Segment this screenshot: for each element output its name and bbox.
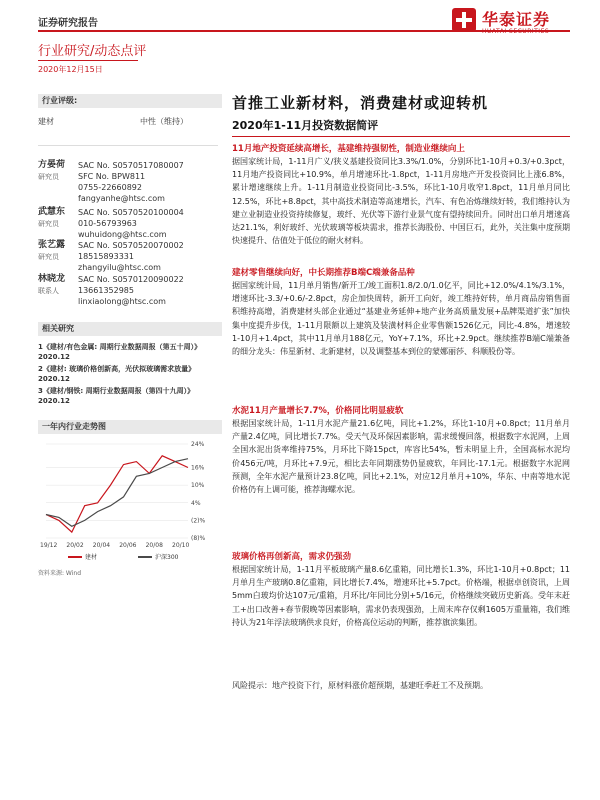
section-body: 据国家统计局，1-11月广义/狭义基建投资同比3.3%/1.0%，分别环比1-10月+0.3/+0.3pct，11月地产投资同比+10.9%，单月增速环比-1.8pct，1-11月房地产开发投资同比上涨6.8%，累计增速继续上升。1-11月制造业投资同比-3.5%，环比1-10月收窄1.8pct，11月单月同比12.5%，环比+8.8pct，其中高技术制造等高速增长，汽车、有色冶炼继续好转，我们维持认为建立业制造业投资持续修复，玻纤、光伏等下游行业景气度有望持续回升。同时出口单月增速高达21.1%，利好玻纤、光伏玻璃等板块需求，推荐长海股份、中国巨石，此外，关注集中度预期快速提升、估值处于低位的耐火材料。: [232, 157, 570, 246]
analyst-card: [38, 207, 218, 243]
x-tick-label: 20/04: [92, 542, 111, 549]
y-tick-label: 10%: [191, 482, 205, 490]
industry-trend-chart: [38, 438, 218, 563]
analyst-phone: 13661352985: [78, 286, 134, 295]
page-title: 首推工业新材料，消费建材或迎转机: [232, 94, 489, 112]
y-tick-label: 24%: [191, 441, 205, 448]
analyst-sac: SAC No. S0570120090022: [78, 275, 184, 284]
analyst-name: 林晓龙: [38, 274, 66, 284]
analyst-card: [38, 160, 218, 208]
analyst-name: 张艺露: [38, 240, 66, 250]
analyst-sac: SAC No. S0570520100004: [78, 208, 184, 217]
analyst-sac: SAC No. S0570517080007: [78, 161, 184, 170]
section-tag-rule: [38, 60, 138, 61]
section-body: 根据国家统计局，1-11月水泥产量21.6亿吨，同比+1.2%，环比1-10月+0.8pct；11月单月产量2.4亿吨，同比增长7.7%。受天气及环保因素影响，需求缓慢回落，根据数字水泥网，上周全国水泥出货率维持75%，月环比下降15pct，库容比54%，暂未明显上升，全国高标水泥均价456元/吨，月环比+7.9元，相比去年同期涨势仍显疲软，年同比-17.1元。根据数字水泥网预测，全年水泥产量预计23.8亿吨，同比+2.1%，对应12月单月+10%，华东、中南等地水泥价格仍有上调可能，推荐海螺水泥。: [232, 419, 570, 495]
series-line-1: [46, 459, 188, 527]
report-date: 2020年12月15日: [38, 65, 103, 74]
analyst-email[interactable]: wuhuidong@htsc.com: [78, 230, 167, 239]
brand-name-cn: 华泰证券: [482, 10, 551, 29]
analyst-card: [38, 274, 218, 310]
y-tick-label: (8)%: [191, 535, 206, 542]
related-item-date: 2020.12: [38, 397, 70, 405]
analyst-role: 研究员: [38, 220, 59, 228]
section-body: 据国家统计局，11月单月销售/新开工/竣工面积1.8/2.0/1.0亿平，同比+12.0%/4.1%/3.1%，增速环比-3.3/+0.6/-2.8pct，房企加快周转，新开工向好，竣工维持好转，单月商品房销售面积维持高增，消费建材头部企业通过“基建业务延伸+地产业务高质量发展+品牌渠道扩张”加快集中度提升步伐，1-11月限额以上建筑及装潢材料企业零售额1526亿元，同比-4.8%，增速较1-10月+1.4pct，其中11月单月188亿元，YoY+7.1%，环比+2.9pct。继续推荐B端C端兼备的细分龙头：伟星新材、北新建材，以及调整基本到位的蒙娜丽莎、科顺股份等。: [232, 281, 570, 357]
analyst-sfc: SFC No. BPW811: [78, 172, 146, 181]
analyst-sac: SAC No. S0570520070002: [78, 241, 184, 250]
sidebar-divider: [38, 145, 218, 146]
section-heading: 玻璃价格再创新高，需求仍强劲: [232, 552, 352, 562]
section-heading: 水泥11月产量增长7.7%，价格同比明显疲软: [232, 406, 404, 416]
x-tick-label: 20/10: [172, 542, 190, 549]
chart-y-ticks: [191, 441, 205, 542]
analyst-card: [38, 240, 218, 276]
x-tick-label: 20/08: [145, 542, 163, 549]
analyst-email[interactable]: fangyanhe@htsc.com: [78, 194, 165, 203]
analyst-role: 联系人: [38, 287, 59, 295]
section-heading: 建材零售继续向好，中长期推荐B端C端兼备品种: [232, 268, 415, 278]
related-item[interactable]: 2《建材: 玻璃价格创新高，光伏拟玻璃需求放量》: [38, 365, 196, 373]
title-rule: [232, 136, 570, 137]
analyst-email[interactable]: linxiaolong@htsc.com: [78, 297, 166, 306]
related-research-header: 相关研究: [38, 322, 222, 336]
rating-industry: 建材: [38, 117, 54, 126]
section-body: 根据国家统计局，1-11月平板玻璃产量8.6亿重箱，同比增长1.3%，环比1-10月+0.8pct；11月单月生产玻璃0.8亿重箱，同比增长7.4%，增速环比+5.7pct。价格端，根据卓创资讯，上周5mm白玻均价达107元/重箱，月环比/年同比分别+5/16元，价格继续突破历史新高。受年末赶工+出口改善+春节假晚等因素影响，需求仍表现强劲，上周末库存仅剩1605万重量箱，我们维持认为21年浮法玻璃供求良好，价格高位运动的判断，推荐旗滨集团。: [232, 565, 571, 627]
analyst-role: 研究员: [38, 253, 59, 261]
risk-warning: 风险提示：地产投资下行，原材料涨价超预期，基建旺季赶工不及预期。: [232, 681, 488, 690]
related-item[interactable]: 1《建材/有色金属: 周期行业数据周报（第五十周）》: [38, 343, 202, 351]
y-tick-label: 4%: [191, 499, 201, 507]
section-tag: 行业研究/动态点评: [38, 44, 147, 59]
legend-label-1: 沪深300: [155, 554, 179, 561]
analyst-phone: 18515893331: [78, 252, 134, 261]
related-item-date: 2020.12: [38, 375, 70, 383]
related-item-date: 2020.12: [38, 353, 70, 361]
industry-trend-header: 一年内行业走势图: [38, 420, 222, 434]
section-heading: 11月地产投资延续高增长，基建维持强韧性，制造业继续向上: [232, 144, 465, 154]
huatai-logo: [452, 6, 570, 40]
analyst-role: 研究员: [38, 173, 59, 181]
analyst-phone: 0755-22660892: [78, 183, 142, 192]
related-item[interactable]: 3《建材/钢铁: 周期行业数据周报（第四十九周）》: [38, 387, 195, 395]
analyst-email[interactable]: zhangyilu@htsc.com: [78, 263, 161, 272]
x-tick-label: 20/06: [119, 542, 137, 549]
report-type: 证券研究报告: [38, 18, 98, 29]
chart-source: 资料来源: Wind: [38, 570, 82, 577]
analyst-name: 武慧东: [38, 207, 66, 217]
x-tick-label: 20/02: [66, 542, 84, 549]
analyst-phone: 010-56793963: [78, 219, 137, 228]
x-tick-label: 19/12: [40, 542, 58, 549]
header-rule: [38, 30, 570, 32]
analyst-name: 方晏荷: [38, 160, 66, 170]
rating-value: 中性（维持）: [140, 117, 188, 126]
huatai-logo-icon: [452, 8, 476, 32]
y-tick-label: (2)%: [191, 517, 206, 525]
chart-x-ticks: [40, 542, 189, 549]
page-subtitle: 2020年1-11月投资数据简评: [232, 119, 379, 132]
rating-header: 行业评级:: [38, 94, 222, 108]
chart-legend: [68, 553, 179, 561]
legend-label-0: 建材: [85, 554, 98, 561]
related-research-list: [38, 342, 218, 406]
y-tick-label: 16%: [191, 464, 205, 472]
